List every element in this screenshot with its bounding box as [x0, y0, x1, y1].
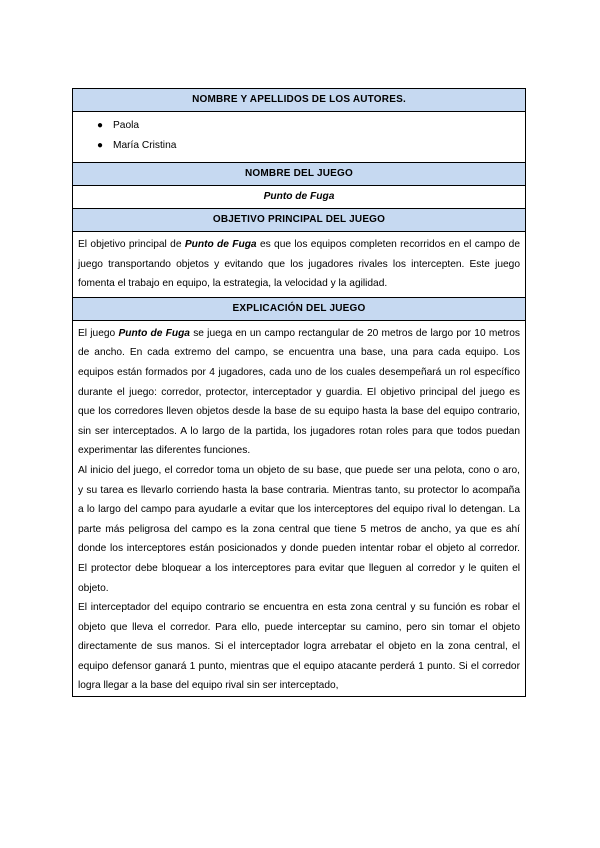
- author-name: María Cristina: [113, 140, 177, 151]
- objective-cell: [73, 232, 525, 298]
- explanation-cell: [73, 321, 525, 696]
- explanation-paragraph: El interceptador del equipo contrario se encuentra en esta zona central y su función es robar el objeto que lleva el corredor. Para ello, puede interceptar su camino, pero sin tomar el objeto directamente de sus manos. Si el interceptador logra arrebatar el objeto en la zona central, el equipo defensor ganará 1 punto, mientras que el equipo atacante perderá 1 punto. Si el corredor logra llegar a la base del equipo rival sin ser interceptado,: [78, 602, 520, 692]
- bullet-icon: ●: [97, 140, 104, 151]
- explanation-paragraph: El juego Punto de Fuga se juega en un campo rectangular de 20 metros de largo por 10 metros de ancho. En cada extremo del campo, se encuentra una base, una para cada equipo. Los equipos están formados por 4 jugadores, cada uno de los cuales desempeñará un rol específico durante el juego: corredor, protector, interceptador y guardia. El objetivo principal del juego es que los corredores lleven objetos desde la base de su equipo hasta la base del equipo contrario, sin ser interceptados. A lo largo de la partida, los jugadores rotan roles para que todos puedan experimentar las diferentes funciones.: [78, 327, 520, 457]
- objective-header: OBJETIVO PRINCIPAL DEL JUEGO: [73, 209, 525, 232]
- explanation-paragraph: Al inicio del juego, el corredor toma un objeto de su base, que puede ser una pelota, cono o aro, y su tarea es llevarlo corriendo hasta la base contraria. Mientras tanto, su protector lo acompaña a lo largo del campo para ayudarle a evitar que los interceptores del equipo rival lo detengan. La parte más peligrosa del campo es la zona central que tiene 5 metros de ancho, ya que es ahí donde los interceptores están posicionados y donde pueden intentar robar el objeto al corredor. El protector debe bloquear a los interceptores para evitar que lleguen al corredor y le quiten el objeto.: [78, 464, 520, 594]
- game-name-header: NOMBRE DEL JUEGO: [73, 163, 525, 186]
- authors-header: NOMBRE Y APELLIDOS DE LOS AUTORES.: [73, 89, 525, 112]
- author-item: [73, 116, 525, 136]
- objective-text: El objetivo principal de Punto de Fuga es que los equipos completen recorridos en el campo de juego transportando objetos y evitando que los jugadores rivales los intercepten. Este juego fomenta el trabajo en equipo, la estrategia, la velocidad y la agilidad.: [78, 239, 520, 290]
- authors-list: [73, 116, 525, 156]
- author-name: Paola: [113, 120, 140, 131]
- explanation-header: EXPLICACIÓN DEL JUEGO: [73, 298, 525, 321]
- game-name-inline: Punto de Fuga: [184, 239, 257, 250]
- game-name-inline: Punto de Fuga: [118, 327, 190, 339]
- authors-cell: [73, 112, 525, 163]
- bullet-icon: ●: [97, 120, 104, 131]
- game-form-table: [72, 88, 526, 697]
- game-name: Punto de Fuga: [73, 186, 525, 209]
- author-item: [73, 136, 525, 156]
